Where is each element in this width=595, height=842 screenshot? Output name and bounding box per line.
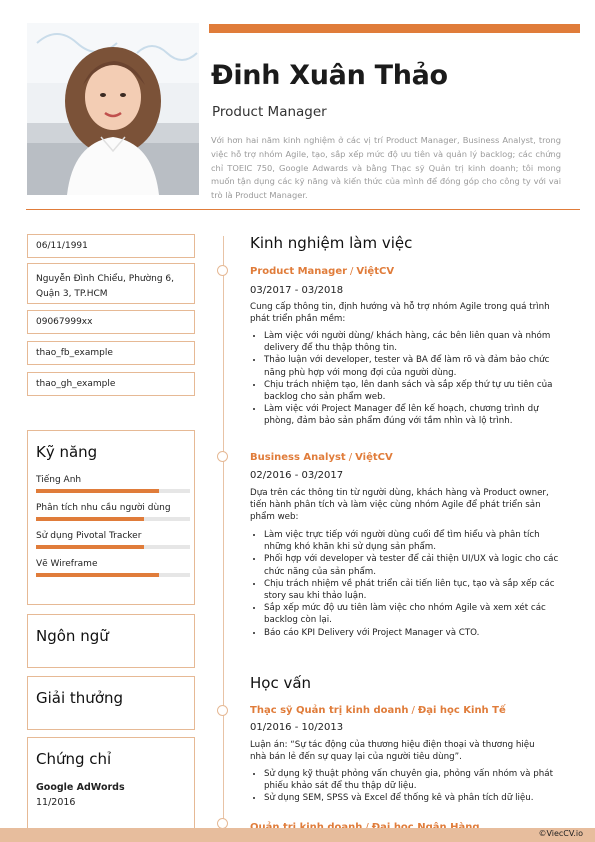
skill-bar [36,545,190,549]
candidate-name: Đinh Xuân Thảo [211,60,448,91]
job-heading: Business Analyst / ViệtCV [250,452,393,463]
languages-title: Ngôn ngữ [36,627,109,645]
dob-value: 06/11/1991 [36,241,88,251]
skill-name: Sử dụng Pivotal Tracker [36,531,142,541]
header-divider [26,209,580,210]
job-period: 03/2017 - 03/2018 [250,285,344,296]
phone-field [27,310,195,334]
job-bullet: • Sắp xếp mức độ ưu tiên làm việc cho nhóm Agile và xem xét các backlog còn lại. [264,602,564,626]
certificates-title: Chứng chỉ [36,750,112,768]
job-description: Dựa trên các thông tin từ người dùng, khách hàng và Product owner, tiến hành phân tích và làm việc cùng nhóm Agile để phát triển sản phẩm web: [250,488,549,523]
skill-bar-fill [36,573,159,577]
job-heading: Product Manager / ViệtCV [250,266,395,277]
skill-name: Tiếng Anh [36,475,82,485]
career-summary: Với hơn hai năm kinh nghiệm ở các vị trí Product Manager, Business Analyst, trong việc hỗ trợ nhóm Agile, tạo, sắp xếp mức độ ưu tiên và quản lý backlog; các chứng chỉ TOEIC 750, Google Adwards và bằng Thạc sỹ Quản trị kinh doanh; tôi mong muốn tận dụng các kỹ năng và kiến thức của mình để đóng góp cho công ty với vai trò là Product Manager. [211,135,561,201]
certificate-date: 11/2016 [36,797,76,808]
skills-title: Kỹ năng [36,443,98,461]
job-company: ViệtCV [356,266,395,277]
education-bullet: • Sử dụng kỹ thuật phỏng vấn chuyên gia, phỏng vấn nhóm và phát phiếu khảo sát để thu thập dữ liệu. [264,768,564,792]
footer-brand[interactable]: ©ViecCV.io [538,829,583,838]
job-role: Business Analyst [250,452,346,463]
job-bullet: • Báo cáo KPI Delivery với Project Manager và CTO. [264,627,564,639]
github-field[interactable] [27,372,195,396]
candidate-title: Product Manager [212,104,327,120]
job-role: Product Manager [250,266,348,277]
facebook-value[interactable]: thao_fb_example [36,348,113,358]
job-period: 02/2016 - 03/2017 [250,470,344,481]
job-bullet: • Thảo luận với developer, tester và BA để làm rõ và đảm bảo chức năng phù hợp với mong đợi của người dùng. [264,354,564,378]
awards-panel [27,676,195,730]
job-bullet: • Chịu trách nhiệm tạo, lên danh sách và sắp xếp thứ tự ưu tiên của backlog cho sản phẩm web. [264,379,564,403]
job-bullet: • Làm việc với người dùng/ khách hàng, các bên liên quan và nhóm delivery để thu thập thông tin. [264,330,564,354]
job-bullet: • Phối hợp với developer và tester để cải thiện UI/UX và logic cho các chức năng của sản phẩm. [264,553,564,577]
skill-bar [36,517,190,521]
skill-bar [36,489,190,493]
languages-panel [27,614,195,668]
experience-title: Kinh nghiệm làm việc [250,234,413,252]
timeline-dot [217,705,228,716]
skills-panel [27,430,195,605]
phone-value: 09067999xx [36,317,93,327]
skill-bar-fill [36,545,144,549]
education-title: Học vấn [250,674,312,692]
footer-bar [0,828,595,842]
education-heading: Thạc sỹ Quản trị kinh doanh / Đại học Kinh Tế [250,705,506,716]
timeline-dot [217,265,228,276]
skill-name: Vẽ Wireframe [36,559,98,569]
education-school: Đại học Kinh Tế [417,705,506,716]
job-company: ViệtCV [355,452,393,463]
skill-name: Phân tích nhu cầu người dùng [36,503,171,513]
skills-list [36,475,186,577]
job-description: Cung cấp thông tin, định hướng và hỗ trợ nhóm Agile trong quá trình phát triển phần mềm: [250,302,550,325]
facebook-field[interactable] [27,341,195,365]
education-bullet: • Sử dụng SEM, SPSS và Excel để thống kê và phân tích dữ liệu. [264,792,564,804]
education-description: Luận án: “Sự tác động của thương hiệu điện thoại và thương hiệu nhà bán lẻ đến sự quay lại của người tiêu dùng”. [250,740,535,763]
skill-bar-fill [36,517,144,521]
education-degree: Thạc sỹ Quản trị kinh doanh [250,705,409,716]
profile-photo [27,23,199,195]
job-bullet: • Làm việc trực tiếp với người dùng cuối để tìm hiểu và phân tích những khó khăn khi sử dụng sản phẩm. [264,529,564,553]
timeline-dot [217,451,228,462]
certificate-name: Google AdWords [36,782,125,793]
awards-title: Giải thưởng [36,689,124,707]
dob-field [27,234,195,258]
github-value[interactable]: thao_gh_example [36,379,116,389]
address-value: Nguyễn Đình Chiểu, Phường 6, Quận 3, TP.HCM [36,274,174,299]
job-bullets [250,330,564,428]
job-bullet: • Làm việc với Project Manager để lên kế hoạch, chương trình dự phòng, đảm bảo sản phẩm đúng với tầm nhìn và lộ trình. [264,403,564,427]
education-period: 01/2016 - 10/2013 [250,722,344,733]
address-field [27,263,195,304]
education-bullets [250,768,564,805]
job-bullet: • Chịu trách nhiệm về phát triển cải tiến liên tục, tạo và sắp xếp các story sau khi thảo luận. [264,578,564,602]
accent-bar [209,24,580,33]
job-bullets [250,529,564,639]
skill-bar-fill [36,489,159,493]
certificates-panel [27,737,195,842]
timeline-line [223,236,224,842]
skill-bar [36,573,190,577]
